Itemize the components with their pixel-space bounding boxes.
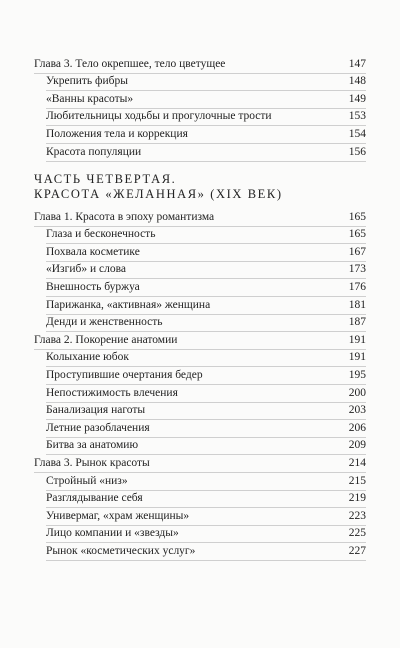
toc-item-row <box>46 297 366 315</box>
toc-item-title: Лицо компании и «звезды» <box>46 527 179 540</box>
toc-page-number: 209 <box>348 439 366 452</box>
toc-item-row <box>46 420 366 438</box>
toc-item-row <box>46 403 366 421</box>
toc-chapter-row <box>34 332 366 350</box>
toc-item-row <box>46 491 366 509</box>
toc-page-number: 148 <box>348 75 366 88</box>
toc-page-number: 187 <box>348 316 366 329</box>
toc-page-number: 154 <box>348 127 366 140</box>
toc-page-number: 165 <box>348 210 366 223</box>
toc-item-title: Красота популяции <box>46 145 142 158</box>
toc-page-number: 206 <box>348 421 366 434</box>
toc-item-title: Универмаг, «храм женщины» <box>46 509 190 522</box>
toc-item-title: Непостижимость влечения <box>46 386 178 399</box>
toc-item-title: Внешность буржуа <box>46 280 140 293</box>
toc-item-title: Банализация наготы <box>46 404 146 417</box>
toc-item-title: Глаза и бесконечность <box>46 228 156 241</box>
toc-item-row <box>46 74 366 92</box>
toc-page-number: 203 <box>348 404 366 417</box>
toc-item-title: Денди и женственность <box>46 316 163 329</box>
toc-item-row <box>46 109 366 127</box>
toc-chapter-title: Глава 1. Красота в эпоху романтизма <box>34 210 215 223</box>
toc-chapter-title: Глава 3. Тело окрепшее, тело цветущее <box>34 57 226 70</box>
toc-page-number: 214 <box>348 456 366 469</box>
toc-item-row <box>46 262 366 280</box>
toc-item-row <box>46 126 366 144</box>
toc-item-row <box>46 367 366 385</box>
toc-item-title: «Изгиб» и слова <box>46 263 126 276</box>
toc-item-title: Битва за анатомию <box>46 439 139 452</box>
toc-chapter-title: Глава 3. Рынок красоты <box>34 456 150 469</box>
toc-item-row <box>46 526 366 544</box>
toc-page-number: 219 <box>348 492 366 505</box>
toc-item-row <box>46 244 366 262</box>
toc-chapter-title: Глава 2. Покорение анатомии <box>34 333 178 346</box>
toc-page-number: 195 <box>348 368 366 381</box>
toc-page-number: 215 <box>348 474 366 487</box>
toc-item-row <box>46 438 366 456</box>
toc-item-title: Стройный «низ» <box>46 474 128 487</box>
toc-page-number: 167 <box>348 245 366 258</box>
toc-item-title: Проступившие очертания бедер <box>46 368 203 381</box>
toc-page-number: 165 <box>348 228 366 241</box>
toc-item-title: Парижанка, «активная» женщина <box>46 298 211 311</box>
toc-item-row <box>46 473 366 491</box>
part-heading-line1: ЧАСТЬ ЧЕТВЕРТАЯ. <box>34 172 177 186</box>
toc-page-number: 181 <box>348 298 366 311</box>
toc-chapter-row <box>34 209 366 227</box>
part-heading <box>34 172 366 202</box>
toc-item-title: Похвала косметике <box>46 245 140 258</box>
toc-page-number: 191 <box>348 351 366 364</box>
toc-item-row <box>46 315 366 333</box>
toc-page-number: 225 <box>348 527 366 540</box>
toc-chapter-row <box>34 455 366 473</box>
toc-item-row <box>46 385 366 403</box>
toc-page-number: 176 <box>348 280 366 293</box>
toc-page-number: 153 <box>348 110 366 123</box>
toc-page-number: 156 <box>348 145 366 158</box>
toc-item-row <box>46 350 366 368</box>
toc-item-title: Разглядывание себя <box>46 492 143 505</box>
toc-item-row <box>46 227 366 245</box>
toc-chapter-row <box>34 56 366 74</box>
toc-item-title: Положения тела и коррекция <box>46 127 188 140</box>
toc-section-top <box>34 56 366 162</box>
toc-item-row <box>46 508 366 526</box>
toc-item-row <box>46 91 366 109</box>
toc-item-row <box>46 144 366 162</box>
toc-page-number: 200 <box>348 386 366 399</box>
toc-section-part4 <box>34 209 366 561</box>
toc-item-title: Колыхание юбок <box>46 351 129 364</box>
toc-page-number: 147 <box>348 57 366 70</box>
toc-page-number: 191 <box>348 333 366 346</box>
toc-item-title: «Ванны красоты» <box>46 92 134 105</box>
toc-item-title: Рынок «косметических услуг» <box>46 544 196 557</box>
toc-page-number: 149 <box>348 92 366 105</box>
toc-item-title: Любительницы ходьбы и прогулочные трости <box>46 110 272 123</box>
part-heading-line2: КРАСОТА «ЖЕЛАННАЯ» (XIX ВЕК) <box>34 187 283 201</box>
toc-item-row <box>46 543 366 561</box>
toc-page-number: 223 <box>348 509 366 522</box>
toc-page-number: 227 <box>348 544 366 557</box>
toc-item-row <box>46 279 366 297</box>
toc-item-title: Летние разоблачения <box>46 421 150 434</box>
toc-item-title: Укрепить фибры <box>46 75 128 88</box>
toc-page-number: 173 <box>348 263 366 276</box>
